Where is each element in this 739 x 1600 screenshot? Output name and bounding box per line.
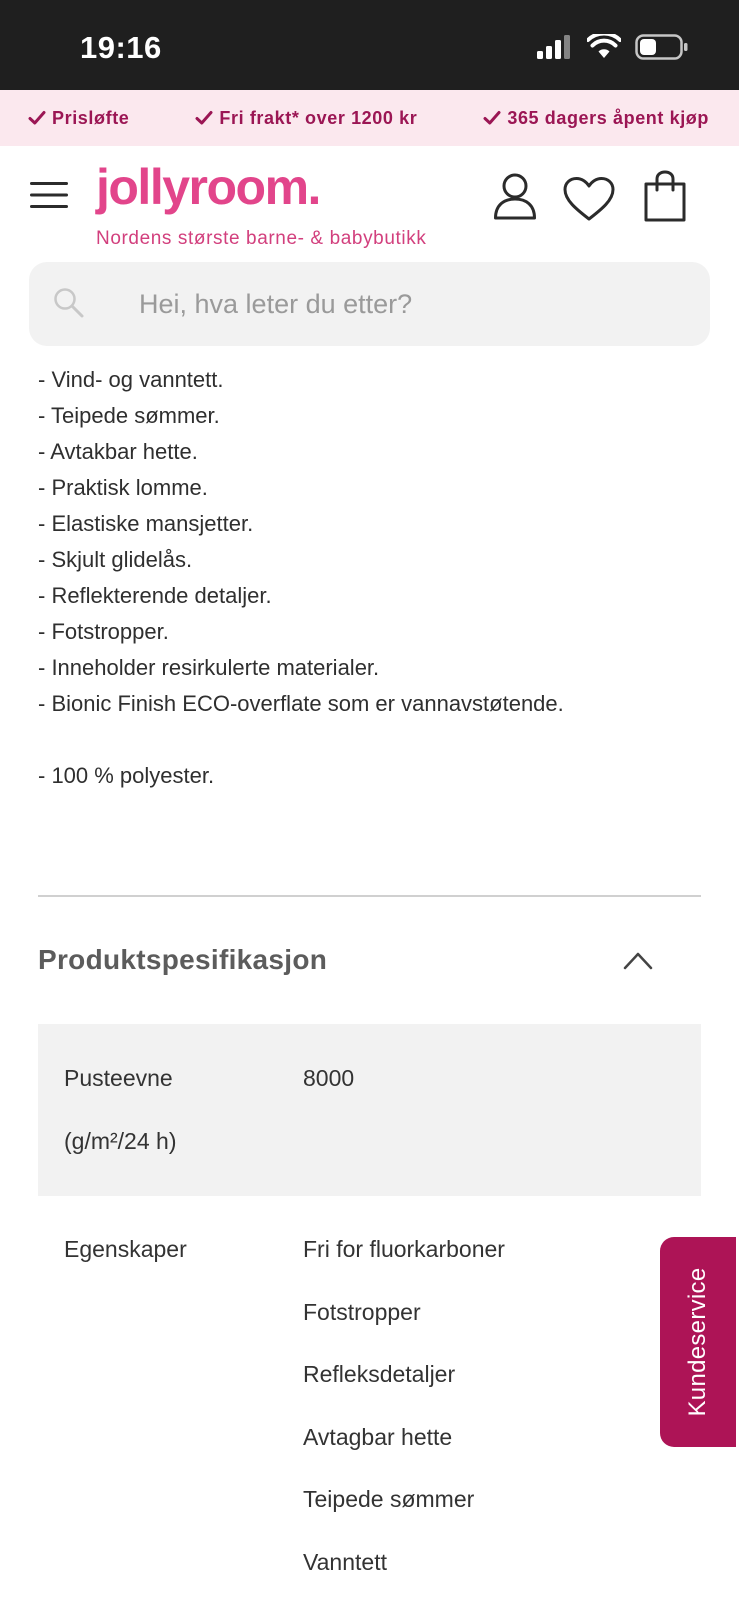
menu-icon[interactable] (30, 181, 68, 209)
customer-service-button[interactable] (660, 1237, 736, 1447)
status-icons (537, 34, 689, 60)
description-line: - Skjult glidelås. (38, 547, 193, 572)
description-line: - Elastiske mansjetter. (38, 511, 254, 536)
checkmark-icon (195, 110, 213, 126)
description-line: - Avtakbar hette. (38, 439, 198, 464)
description-line: - Fotstropper. (38, 619, 169, 644)
spec-value: 8000 (303, 1065, 355, 1091)
spec-value: Teipede sømmer (303, 1486, 475, 1512)
description-line: - Bionic Finish ECO-overflate som er vannavstøtende. (38, 691, 564, 716)
chevron-up-icon[interactable] (622, 949, 654, 971)
description-material: - 100 % polyester. (38, 763, 215, 788)
description-gap (38, 722, 698, 758)
usp-label: Prisløfte (52, 107, 130, 128)
spec-row-breathability (38, 1024, 701, 1196)
section-divider (38, 895, 701, 897)
heart-icon[interactable] (562, 176, 616, 222)
usp-item-free-shipping (195, 108, 417, 129)
site-header (0, 146, 739, 258)
customer-service-label: Kundeservice (684, 1267, 711, 1417)
search-input[interactable] (109, 262, 689, 346)
product-description (38, 362, 698, 794)
search-icon (53, 287, 85, 319)
checkmark-icon (483, 110, 501, 126)
tagline: Nordens største barne- & babybutikk (96, 228, 427, 249)
spec-value: Fri for fluorkarboner (303, 1236, 505, 1262)
spec-value: Avtagbar hette (303, 1423, 453, 1450)
battery-icon (635, 34, 689, 60)
usp-bar (0, 90, 739, 146)
usp-item-open-purchase (483, 108, 709, 129)
checkmark-icon (28, 110, 46, 126)
spec-label: Egenskaper (64, 1236, 187, 1262)
spec-section-title[interactable]: Produktspesifikasjon (38, 944, 328, 975)
usp-item-price-promise (28, 108, 129, 129)
status-time: 19:16 (80, 30, 162, 65)
spec-value: Refleksdetaljer (303, 1361, 456, 1387)
account-icon[interactable] (493, 172, 537, 220)
spec-values (303, 1218, 505, 1593)
spec-values (303, 1047, 354, 1110)
spec-value: Vanntett (303, 1548, 387, 1575)
usp-label: 365 dagers åpent kjøp (507, 107, 709, 128)
spec-label-continued: (g/m²/24 h) (64, 1128, 177, 1154)
description-line: - Vind- og vanntett. (38, 367, 224, 392)
description-line: - Reflekterende detaljer. (38, 583, 272, 608)
spec-label: Pusteevne (64, 1065, 173, 1091)
spec-row-properties (38, 1196, 701, 1600)
status-bar (0, 0, 739, 90)
description-line: - Inneholder resirkulerte materialer. (38, 655, 380, 680)
shopping-bag-icon[interactable] (644, 170, 686, 222)
wifi-icon (587, 34, 621, 60)
spec-value: Fotstropper (303, 1298, 421, 1325)
logo[interactable]: jollyroom. (96, 159, 320, 215)
description-line: - Teipede sømmer. (38, 403, 220, 428)
signal-icon (537, 35, 573, 59)
search-box (29, 262, 710, 346)
usp-label: Fri frakt* over 1200 kr (219, 107, 418, 128)
description-line: - Praktisk lomme. (38, 475, 208, 500)
